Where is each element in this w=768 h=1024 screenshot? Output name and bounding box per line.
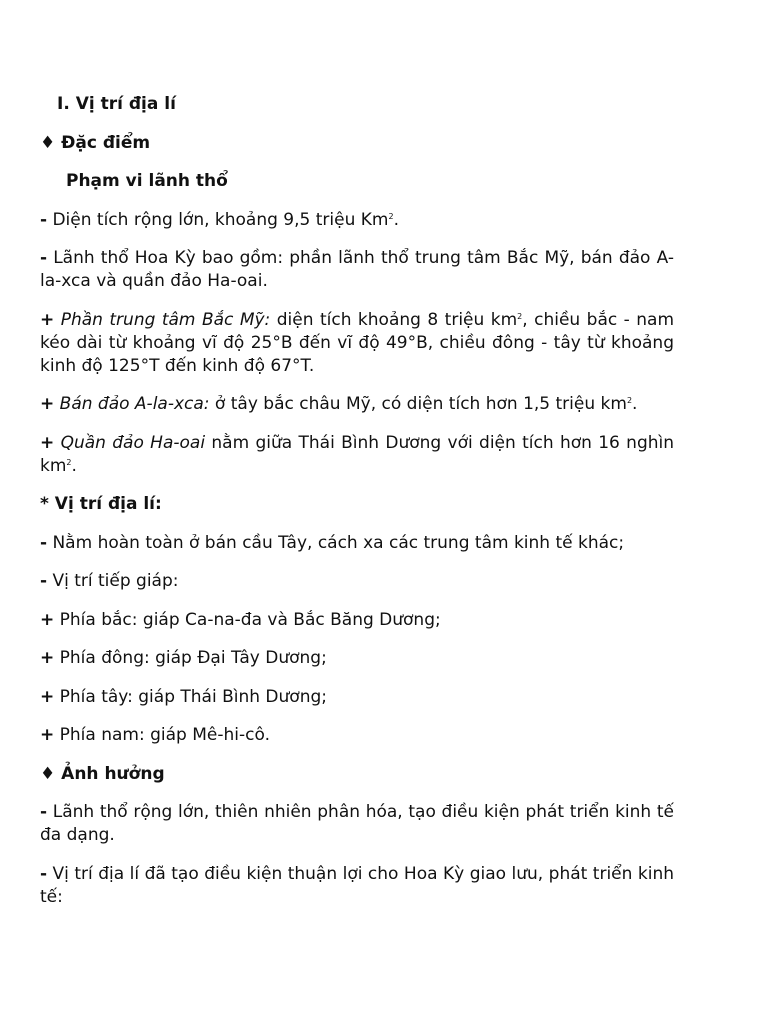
paragraph-territory xyxy=(40,247,674,293)
paragraph-text-cont: , chiều bắc - nam kéo dài từ khoảng vĩ độ 25°B đến vĩ độ 49°B, chiều đông - tây từ khoảng kinh độ 125°T đến kinh độ 67°T. xyxy=(40,309,675,376)
paragraph-north-border xyxy=(40,609,674,632)
superscript: 2 xyxy=(626,396,633,405)
paragraph-hemisphere xyxy=(40,532,674,555)
paragraph-text: Phía nam: giáp Mê-hi-cô. xyxy=(54,725,270,745)
paragraph-text: Phía bắc: giáp Ca-na-đa và Bắc Băng Dương; xyxy=(54,609,441,630)
subheading-vi-tri: * Vị trí địa lí: xyxy=(40,494,162,514)
paragraph-alaska xyxy=(40,393,674,416)
document-body xyxy=(40,93,674,924)
dash-marker: - xyxy=(40,571,48,591)
paragraph-end: . xyxy=(71,455,77,476)
paragraph-text: Nằm hoàn toàn ở bán cầu Tây, cách xa các trung tâm kinh tế khác; xyxy=(47,532,625,553)
paragraph-end: . xyxy=(393,209,399,230)
diamond-bullet: ♦ xyxy=(40,132,56,153)
paragraph-text: diện tích khoảng 8 triệu km xyxy=(270,309,518,330)
diamond-bullet: ♦ xyxy=(40,763,56,784)
paragraph-text: Vị trí tiếp giáp: xyxy=(47,571,179,591)
subheading-dac-diem xyxy=(40,132,674,155)
italic-label: Phần trung tâm Bắc Mỹ: xyxy=(54,309,271,330)
plus-marker: + xyxy=(40,309,55,330)
paragraph-text: Phía đông: giáp Đại Tây Dương; xyxy=(54,648,327,668)
paragraph-text: Lãnh thổ rộng lớn, thiên nhiên phân hóa, tạo điều kiện phát triển kinh tế đa dạng. xyxy=(40,802,674,845)
dash-marker: - xyxy=(40,248,48,268)
paragraph-text: Diện tích rộng lớn, khoảng 9,5 triệu Km xyxy=(47,209,389,230)
paragraph-text: Vị trí địa lí đã tạo điều kiện thuận lợi cho Hoa Kỳ giao lưu, phát triển kinh tế: xyxy=(40,863,674,907)
section-heading: I. Vị trí địa lí xyxy=(57,94,176,114)
subheading-pham-vi: Phạm vi lãnh thổ xyxy=(66,171,228,191)
paragraph-area xyxy=(40,209,674,232)
paragraph-end: . xyxy=(632,394,638,414)
subheading-text: Đặc điểm xyxy=(61,132,151,153)
paragraph-hawaii xyxy=(40,432,674,478)
plus-marker: + xyxy=(40,725,55,745)
superscript: 2 xyxy=(517,311,523,321)
plus-marker: + xyxy=(40,648,55,668)
plus-marker: + xyxy=(40,432,55,453)
paragraph-natural-diversity xyxy=(40,801,674,847)
dash-marker: - xyxy=(40,532,48,553)
plus-marker: + xyxy=(40,686,55,707)
dash-marker: - xyxy=(40,863,48,884)
plus-marker: + xyxy=(40,394,55,414)
paragraph-west-border xyxy=(40,686,674,709)
dash-marker: - xyxy=(40,802,48,822)
superscript: 2 xyxy=(66,457,72,467)
subheading-text: Ảnh hưởng xyxy=(61,763,165,784)
paragraph-text: nằm giữa Thái Bình Dương với diện tích hơn 16 nghìn km xyxy=(40,432,675,476)
paragraph-east-border xyxy=(40,647,674,670)
dash-marker: - xyxy=(40,209,48,230)
subheading-anh-huong xyxy=(40,763,674,786)
italic-label: Quần đảo Ha-oai xyxy=(54,432,206,453)
superscript: 2 xyxy=(388,211,394,221)
paragraph-central-north-america xyxy=(40,309,674,378)
plus-marker: + xyxy=(40,609,55,630)
paragraph-south-border xyxy=(40,724,674,747)
italic-label: Bán đảo A-la-xca: xyxy=(54,394,210,414)
paragraph-text: ở tây bắc châu Mỹ, có diện tích hơn 1,5 triệu km xyxy=(209,394,627,414)
paragraph-text: Phía tây: giáp Thái Bình Dương; xyxy=(54,686,327,707)
paragraph-trade-advantage xyxy=(40,863,674,909)
paragraph-text: Lãnh thổ Hoa Kỳ bao gồm: phần lãnh thổ trung tâm Bắc Mỹ, bán đảo A-la-xca và quần đảo Ha-oai. xyxy=(40,248,674,291)
paragraph-borders xyxy=(40,570,674,593)
